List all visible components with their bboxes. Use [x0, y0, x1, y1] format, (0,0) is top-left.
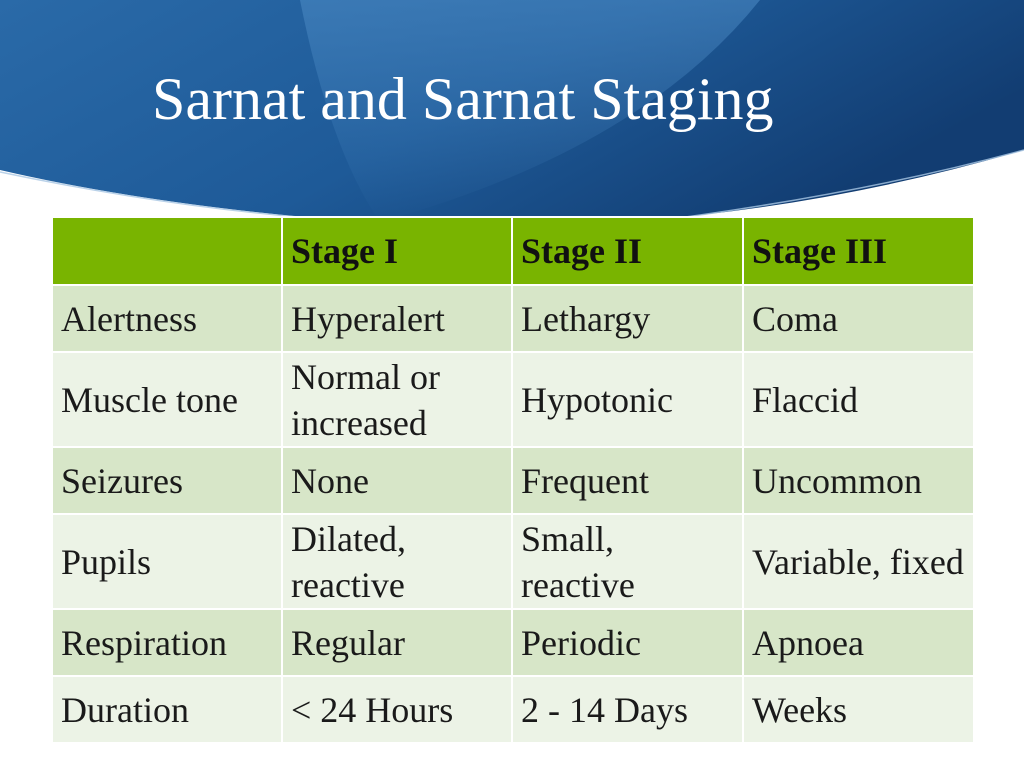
column-header-stage-1: Stage I	[282, 217, 512, 285]
table-cell: Hypotonic	[512, 352, 743, 447]
table-cell: Weeks	[743, 676, 974, 743]
table-header-row	[52, 217, 974, 285]
table-cell: Regular	[282, 609, 512, 676]
row-label: Duration	[52, 676, 282, 743]
table-cell: Dilated, reactive	[282, 514, 512, 609]
column-header-stage-2: Stage II	[512, 217, 743, 285]
table-cell: 2 - 14 Days	[512, 676, 743, 743]
table-row	[52, 609, 974, 676]
table-row	[52, 352, 974, 447]
row-label: Muscle tone	[52, 352, 282, 447]
table-cell: Periodic	[512, 609, 743, 676]
table-cell: Frequent	[512, 447, 743, 514]
table-cell: Variable, fixed	[743, 514, 974, 609]
row-label: Alertness	[52, 285, 282, 352]
table-cell: Uncommon	[743, 447, 974, 514]
table-row	[52, 676, 974, 743]
table-cell: Apnoea	[743, 609, 974, 676]
table-row	[52, 514, 974, 609]
table-row	[52, 447, 974, 514]
page-title: Sarnat and Sarnat Staging	[152, 66, 774, 132]
table-cell: Lethargy	[512, 285, 743, 352]
table-cell: < 24 Hours	[282, 676, 512, 743]
staging-table	[51, 216, 975, 744]
table-cell: Coma	[743, 285, 974, 352]
table-cell: None	[282, 447, 512, 514]
table-cell: Flaccid	[743, 352, 974, 447]
table-cell: Hyperalert	[282, 285, 512, 352]
row-label: Seizures	[52, 447, 282, 514]
row-label: Respiration	[52, 609, 282, 676]
staging-table-container	[51, 216, 973, 744]
column-header-stage-3: Stage III	[743, 217, 974, 285]
table-row	[52, 285, 974, 352]
column-header-empty	[52, 217, 282, 285]
table-cell: Normal or increased	[282, 352, 512, 447]
row-label: Pupils	[52, 514, 282, 609]
table-cell: Small, reactive	[512, 514, 743, 609]
